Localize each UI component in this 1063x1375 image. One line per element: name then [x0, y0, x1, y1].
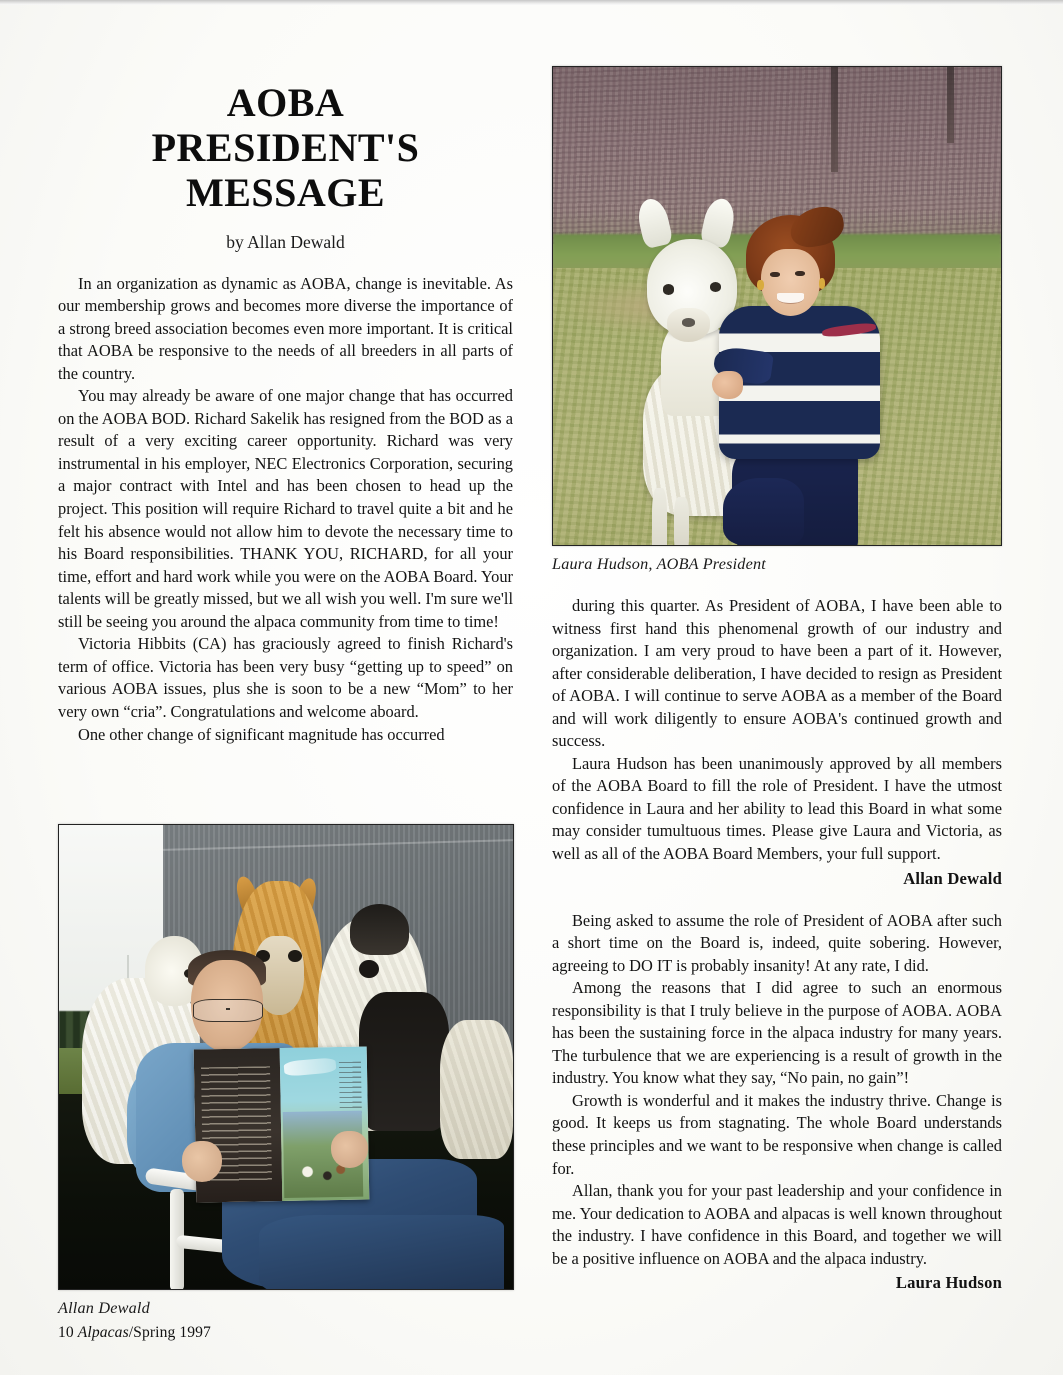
headline-line-2: PRESIDENT'S — [151, 125, 420, 171]
paragraph: One other change of significant magnitude has occurred — [78, 724, 445, 744]
folio-page-number: 10 — [58, 1324, 78, 1341]
paragraph: Being asked to assume the role of President of AOBA after such a short time on the Board is, indeed, quite sobering. However, agreeing to DO IT is probably insanity! At any rate, I did. — [552, 910, 1002, 975]
woman-face — [761, 249, 819, 316]
earring-icon — [819, 278, 826, 289]
signature-allan-dewald: Allan Dewald — [903, 868, 1002, 888]
woman-eye — [770, 272, 780, 277]
photo-laura-hudson — [552, 66, 1002, 546]
earring-icon — [757, 280, 764, 291]
scan-edge-artifact — [0, 0, 1063, 5]
page-title — [58, 80, 513, 216]
cria-leg — [674, 497, 689, 546]
paragraph: In an organization as dynamic as AOBA, change is inevitable. As our membership grows and becomes more diverse the importance of a strong breed association becomes even more important. It is critical that AOBA be responsive to the needs of all breeders in all parts of the country. — [58, 273, 513, 383]
headline-line-1: AOBA — [226, 80, 345, 125]
paragraph: Victoria Hibbits (CA) has graciously agreed to finish Richard's term of office. Victoria has been very busy “getting up to speed” on various AOBA issues, plus she is soon to be a new “Mom” to her very own “cria”. Congratulations and welcome aboard. — [58, 634, 513, 721]
woman-knee — [723, 478, 804, 545]
paragraph: Growth is wonderful and it makes the industry thrive. Change is good. It keeps us from stagnating. The whole Board understands these principles and we want to be responsive when change is called for. — [552, 1090, 1002, 1178]
alpaca-black-topknot — [350, 904, 409, 955]
folio-issue: /Spring 1997 — [128, 1324, 211, 1341]
headline-line-3: MESSAGE — [185, 170, 386, 216]
photo-caption-allan: Allan Dewald — [58, 1299, 150, 1317]
alpaca-far-right — [440, 1020, 513, 1159]
paragraph: Laura Hudson has been unanimously approved by all members of the AOBA Board to fill the role of President. I have the utmost confidence in Laura and her ability to lead this Board in what some may consider tumultuous times. Please give Laura and Victoria, as well as all of the AOBA Board Members, your full support. — [552, 753, 1002, 864]
alpaca-black-neck — [359, 992, 450, 1131]
man-jeans-lower — [259, 1215, 504, 1290]
paragraph: Allan, thank you for your past leadership and your confidence in me. Your dedication to AOBA and alpacas is well known throughout the industry. I have confidence in this Board, and together we will be a positive influence on AOBA and the alpaca industry. — [552, 1181, 1002, 1268]
alpaca-black-eye — [359, 960, 379, 979]
paragraph: during this quarter. As President of AOBA, I have been able to witness first hand this phenomenal growth of our industry and organization. I am very proud to have been a part of it. However, after considerable deliberation, I have decided to resign as President of AOBA. I will continue to serve AOBA as a member of the Board and will work diligently to ensure AOBA's continued growth and success. — [552, 596, 1002, 751]
woman-hand — [712, 371, 743, 400]
photo-caption-laura: Laura Hudson, AOBA President — [552, 555, 766, 573]
alpacas-magazine — [194, 1046, 369, 1202]
left-column-footer — [58, 1292, 513, 1342]
cria-leg — [652, 488, 667, 546]
folio — [58, 1324, 513, 1342]
cria-eye — [663, 284, 675, 294]
cria-nose — [682, 318, 695, 326]
left-column — [58, 66, 513, 746]
spacer — [552, 574, 1002, 595]
photo-allan-dewald — [58, 824, 514, 1290]
woman-eye — [795, 271, 805, 276]
signature-laura-hudson: Laura Hudson — [895, 1273, 1002, 1293]
paragraph: Among the reasons that I did agree to such an enormous responsibility is that I truly believe in the purpose of AOBA. AOBA has been the sustaining force in the alpaca industry for many years. The turbulence that we are experiencing is a result of growth in the industry. You know what they say, “No pain, no gain”! — [552, 978, 1002, 1088]
tree-trunk-icon — [947, 67, 954, 143]
right-column — [552, 548, 1002, 1293]
folio-magazine-name: Alpacas — [77, 1324, 129, 1341]
tree-trunk-icon — [831, 67, 838, 172]
man-hand-right — [331, 1131, 367, 1168]
byline: by Allan Dewald — [226, 231, 345, 252]
spacer — [552, 889, 1002, 910]
paragraph: You may already be aware of one major change that has occurred on the AOBA BOD. Richard Sakelik has resigned from the BOD as a result of a very exciting career opportunity. Richard was very instrumental in his employer, NEC Electronics Corporation, securing a major contract with Intel and has been chosen to head up the project. This position will require Richard to travel quite a bit and he felt his absence would not allow him to devote the necessary time to his Board responsibilities. THANK YOU, RICHARD, for all your time, effort and hard work while you were on the AOBA Board. Your talents will be greatly missed, but we all wish you well. I'm sure we'll still be seeing you around the alpaca community from time to time! — [58, 386, 513, 631]
magazine-text-column — [339, 1062, 362, 1116]
eyeglasses-icon — [193, 999, 263, 1022]
